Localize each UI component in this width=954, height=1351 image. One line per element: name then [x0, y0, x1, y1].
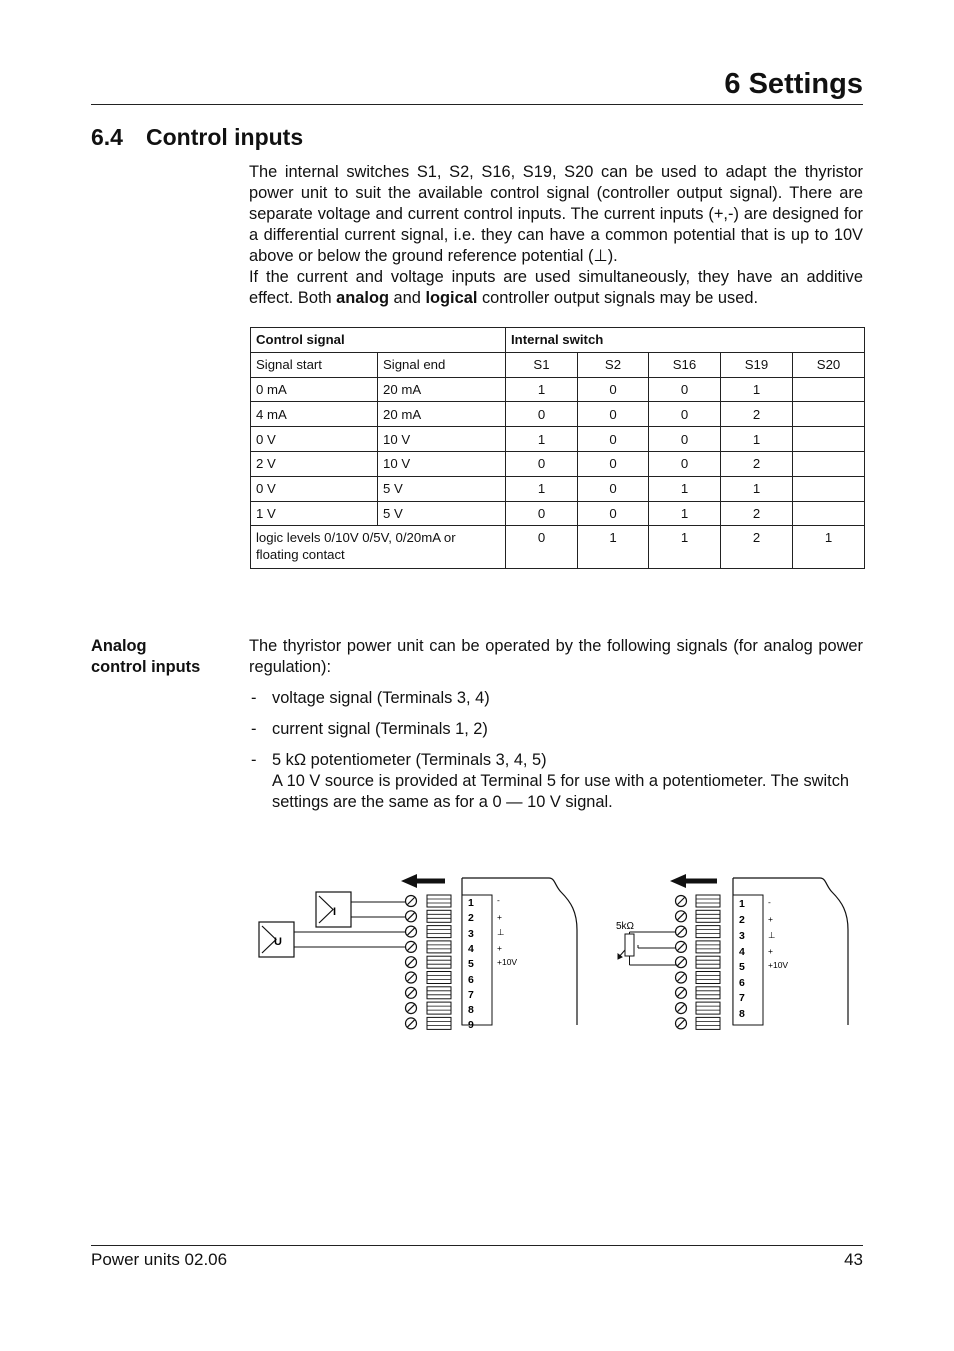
terminal-contact — [696, 956, 720, 968]
switch-settings-table — [250, 327, 865, 569]
terminal-contact — [427, 956, 451, 968]
table-cell: 5 V — [378, 501, 506, 526]
table-row — [251, 377, 865, 402]
table-cell: 1 — [649, 501, 721, 526]
intro-paragraph-1: The internal switches S1, S2, S16, S19, S20 can be used to adapt the thyristor power unit to suit the available control signal (controller output signal). There are separate voltage and current control inputs. The current inputs (+,-) are designed for a differential current signal, i.e. they can have a common potential that is up to 10V above or below the ground reference potential (⊥). — [249, 163, 863, 265]
table-cell: 1 — [649, 476, 721, 501]
list-dash: - — [251, 751, 257, 769]
screw-terminal-strip — [676, 896, 687, 1029]
terminal-number: 3 — [468, 928, 474, 940]
table-cell: 0 — [578, 501, 649, 526]
table-cell: 10 V — [378, 427, 506, 452]
table-cell: 0 — [578, 377, 649, 402]
table-cell — [793, 451, 865, 476]
pin-label: - — [497, 895, 500, 905]
table-cell: 0 — [649, 451, 721, 476]
table-subheader-row — [251, 352, 865, 377]
table-subheader: Signal end — [378, 352, 506, 377]
intro-bold-analog: analog — [336, 289, 389, 307]
signal-list — [249, 688, 863, 813]
potentiometer-label: 5kΩ — [616, 921, 635, 932]
terminal-number: 4 — [468, 943, 474, 955]
table-cell: 0 V — [251, 476, 378, 501]
list-dash: - — [251, 689, 257, 707]
terminal-contact — [427, 941, 451, 953]
list-item — [249, 719, 863, 740]
pin-label: ⊥ — [497, 927, 505, 937]
table-cell: 0 — [578, 402, 649, 427]
intro-text-part: If the current and voltage inputs are used simultaneously, they have an additive effect. Both — [249, 268, 863, 307]
table-cell: 2 — [721, 501, 793, 526]
current-source-label: I — [333, 906, 337, 918]
table-cell: 1 — [721, 476, 793, 501]
table-cell: 1 — [506, 377, 578, 402]
table-group-header: Control signal — [251, 328, 506, 353]
table-row — [251, 427, 865, 452]
table-cell: 1 — [721, 377, 793, 402]
terminal-number: 2 — [468, 912, 474, 924]
pin-label: +10V — [497, 957, 518, 967]
terminal-number: 8 — [739, 1008, 745, 1020]
terminal-number: 3 — [739, 930, 745, 942]
potentiometer-icon — [618, 932, 676, 965]
terminal-number: 8 — [468, 1004, 474, 1016]
table-cell — [793, 377, 865, 402]
table-cell: 1 — [649, 526, 721, 569]
terminal-number: 1 — [739, 898, 745, 910]
table-row — [251, 451, 865, 476]
right-terminal-numbers — [733, 895, 763, 1025]
intro-text-part: and — [389, 289, 426, 307]
right-wiring-diagram — [616, 874, 848, 1029]
table-subheader: S16 — [649, 352, 721, 377]
terminal-contact — [696, 972, 720, 984]
analog-side-label — [91, 636, 241, 678]
terminal-contact-strip — [696, 895, 720, 1029]
section-number: 6.4 — [91, 124, 123, 150]
table-cell: 1 V — [251, 501, 378, 526]
table-cell: 4 mA — [251, 402, 378, 427]
table-subheader: S2 — [578, 352, 649, 377]
table-cell: 2 V — [251, 451, 378, 476]
chapter-title: 6 Settings — [724, 68, 863, 100]
terminal-contact — [696, 1002, 720, 1014]
screw-terminal-strip — [406, 896, 417, 1029]
pin-label: ⊥ — [768, 930, 776, 940]
table-cell: 1 — [506, 427, 578, 452]
arrow-icon — [670, 874, 717, 888]
list-item-text: 5 kΩ potentiometer (Terminals 3, 4, 5) — [272, 751, 547, 769]
terminal-contact — [427, 1017, 451, 1029]
terminal-contact — [427, 910, 451, 922]
table-row — [251, 476, 865, 501]
terminal-contact — [427, 895, 451, 907]
table-row — [251, 501, 865, 526]
table-cell: 0 — [578, 427, 649, 452]
table-cell: 0 — [506, 526, 578, 569]
wiring-diagram — [255, 870, 855, 1030]
table-cell: 1 — [506, 476, 578, 501]
intro-text-part: controller output signals may be used. — [477, 289, 759, 307]
terminal-number: 1 — [468, 897, 474, 909]
footer-page-number: 43 — [844, 1250, 863, 1269]
intro-paragraph-2 — [249, 267, 863, 309]
table-cell: 0 — [506, 501, 578, 526]
table-cell — [793, 402, 865, 427]
table-cell: 0 — [649, 402, 721, 427]
list-item-text: voltage signal (Terminals 3, 4) — [272, 689, 490, 707]
list-item — [249, 750, 863, 813]
intro-bold-logical: logical — [425, 289, 478, 307]
right-pin-labels — [768, 897, 788, 970]
intro-text — [249, 162, 863, 309]
voltage-source-box — [259, 922, 294, 957]
table-cell: 0 — [578, 451, 649, 476]
left-terminal-numbers — [462, 895, 492, 1030]
terminal-contact-strip — [427, 895, 451, 1029]
side-label-line: Analog — [91, 637, 147, 655]
terminal-contact — [696, 987, 720, 999]
pin-label: + — [497, 912, 502, 922]
voltage-source-label: U — [274, 936, 282, 948]
left-wiring-diagram — [259, 874, 577, 1030]
terminal-number: 5 — [468, 958, 474, 970]
terminal-contact — [696, 926, 720, 938]
table-group-header: Internal switch — [506, 328, 865, 353]
current-source-box — [316, 892, 351, 927]
side-label-line: control inputs — [91, 658, 201, 676]
terminal-number: 7 — [468, 989, 474, 1001]
table-cell: 1 — [793, 526, 865, 569]
pin-label: + — [768, 946, 773, 956]
footer-rule — [91, 1245, 863, 1246]
terminal-number: 2 — [739, 914, 745, 926]
table-cell: 20 mA — [378, 377, 506, 402]
table-cell: 5 V — [378, 476, 506, 501]
terminal-number: 5 — [739, 961, 745, 973]
pin-label: +10V — [768, 960, 789, 970]
terminal-contact — [427, 972, 451, 984]
terminal-number: 9 — [468, 1019, 474, 1030]
table-cell: 0 — [506, 402, 578, 427]
terminal-number: 6 — [468, 974, 474, 986]
table-cell — [793, 501, 865, 526]
table-cell: 0 — [649, 377, 721, 402]
left-pin-labels — [497, 895, 517, 967]
terminal-contact — [696, 895, 720, 907]
terminal-contact — [696, 910, 720, 922]
terminal-contact — [696, 1017, 720, 1029]
table-row — [251, 526, 865, 569]
analog-section — [249, 636, 863, 813]
arrow-icon — [401, 874, 445, 888]
table-cell: 1 — [721, 427, 793, 452]
table-subheader: S19 — [721, 352, 793, 377]
terminal-number: 6 — [739, 977, 745, 989]
table-cell: 2 — [721, 451, 793, 476]
table-cell — [793, 476, 865, 501]
table-cell: 0 — [506, 451, 578, 476]
terminal-number: 7 — [739, 992, 745, 1004]
table-subheader: Signal start — [251, 352, 378, 377]
table-cell: 0 V — [251, 427, 378, 452]
terminal-contact — [427, 1002, 451, 1014]
table-cell: 1 — [578, 526, 649, 569]
section-title: Control inputs — [146, 124, 304, 150]
analog-intro: The thyristor power unit can be operated by the following signals (for analog power regulation): — [249, 637, 863, 676]
table-group-header-row — [251, 328, 865, 353]
table-cell: 10 V — [378, 451, 506, 476]
header-rule — [91, 104, 863, 105]
table-subheader: S1 — [506, 352, 578, 377]
table-cell: logic levels 0/10V 0/5V, 0/20mA or floating contact — [251, 526, 506, 569]
table-row — [251, 402, 865, 427]
footer-doc-title: Power units 02.06 — [91, 1250, 228, 1269]
pin-label: - — [768, 897, 771, 907]
table-cell: 0 mA — [251, 377, 378, 402]
pin-label: + — [768, 914, 773, 924]
table-cell: 2 — [721, 402, 793, 427]
table-cell: 0 — [578, 476, 649, 501]
list-item-text: current signal (Terminals 1, 2) — [272, 720, 488, 738]
terminal-contact — [696, 941, 720, 953]
list-item — [249, 688, 863, 709]
pin-label: + — [497, 943, 502, 953]
table-cell: 2 — [721, 526, 793, 569]
table-cell: 0 — [649, 427, 721, 452]
list-dash: - — [251, 720, 257, 738]
terminal-number: 4 — [739, 946, 745, 958]
table-cell — [793, 427, 865, 452]
list-item-detail: A 10 V source is provided at Terminal 5 for use with a potentiometer. The switch settings are the same as for a 0 — 10 V signal. — [272, 772, 850, 811]
section-heading — [91, 121, 303, 153]
table-subheader: S20 — [793, 352, 865, 377]
terminal-contact — [427, 987, 451, 999]
terminal-contact — [427, 926, 451, 938]
table-cell: 20 mA — [378, 402, 506, 427]
